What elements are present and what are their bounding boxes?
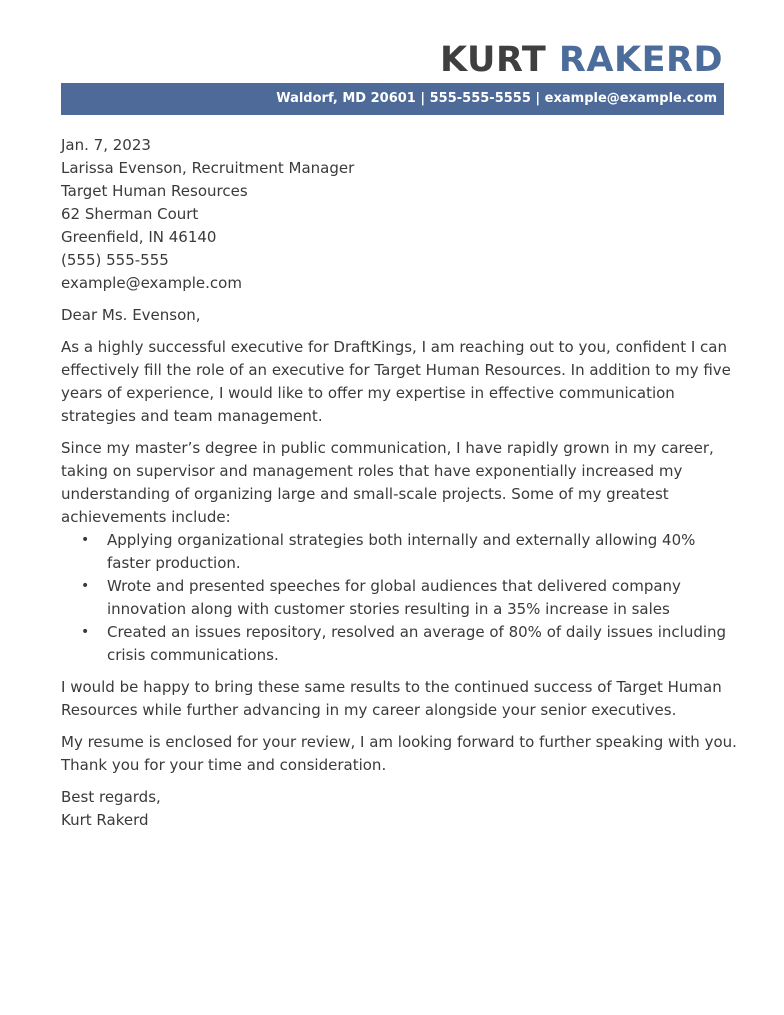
paragraph-line: Since my master’s degree in public communication, I have rapidly grown in my career, (61, 439, 714, 457)
salutation: Dear Ms. Evenson, (61, 306, 201, 324)
contact-bar: Waldorf, MD 20601 | 555-555-5555 | example@example.com (61, 83, 724, 115)
paragraph-intro (61, 336, 731, 428)
list-item-line: faster production. (107, 554, 241, 572)
paragraph-line: I would be happy to bring these same results to the continued success of Target Human (61, 678, 722, 696)
recipient-city: Greenfield, IN 46140 (61, 228, 217, 246)
paragraph-line: Resources while further advancing in my career alongside your senior executives. (61, 701, 677, 719)
paragraph-line: My resume is enclosed for your review, I am looking forward to further speaking with you. (61, 733, 737, 751)
paragraph-line: As a highly successful executive for DraftKings, I am reaching out to you, confident I can (61, 338, 728, 356)
bullet-icon: • (81, 624, 90, 640)
signature-block (61, 786, 726, 832)
letter-date: Jan. 7, 2023 (61, 136, 151, 154)
achievements-list (61, 529, 726, 667)
list-item (81, 529, 726, 575)
applicant-name (440, 38, 723, 82)
paragraph-line: years of experience, I would like to offer my expertise in effective communication (61, 384, 675, 402)
paragraph-closing (61, 731, 737, 777)
list-item (81, 575, 726, 621)
list-item (81, 621, 727, 667)
paragraph-line: achievements include: (61, 508, 231, 526)
list-item-line: Created an issues repository, resolved an average of 80% of daily issues including (107, 623, 727, 641)
recipient-email: example@example.com (61, 274, 242, 292)
bullet-icon: • (81, 532, 90, 548)
list-item-line: Applying organizational strategies both internally and externally allowing 40% (107, 531, 696, 549)
paragraph-career (61, 437, 726, 529)
list-item-line: Wrote and presented speeches for global audiences that delivered company (107, 577, 681, 595)
letter-body (61, 134, 737, 832)
recipient-phone: (555) 555-555 (61, 251, 169, 269)
paragraph-results (61, 676, 726, 722)
list-item-line: innovation along with customer stories resulting in a 35% increase in sales (107, 600, 670, 618)
paragraph-line: effectively fill the role of an executive for Target Human Resources. In addition to my five (61, 361, 731, 379)
recipient-company: Target Human Resources (61, 182, 248, 200)
last-name: RAKERD (558, 40, 723, 80)
paragraph-line: understanding of organizing large and small-scale projects. Some of my greatest (61, 485, 669, 503)
recipient-name-title: Larissa Evenson, Recruitment Manager (61, 159, 355, 177)
list-item-line: crisis communications. (107, 646, 279, 664)
paragraph-line: taking on supervisor and management roles that have exponentially increased my (61, 462, 683, 480)
bullet-icon: • (81, 578, 90, 594)
paragraph-line: Thank you for your time and consideration. (61, 756, 387, 774)
first-name: KURT (440, 40, 547, 80)
signature-name: Kurt Rakerd (61, 811, 149, 829)
recipient-street: 62 Sherman Court (61, 205, 199, 223)
recipient-block (61, 134, 726, 295)
paragraph-line: strategies and team management. (61, 407, 323, 425)
sign-off: Best regards, (61, 788, 161, 806)
